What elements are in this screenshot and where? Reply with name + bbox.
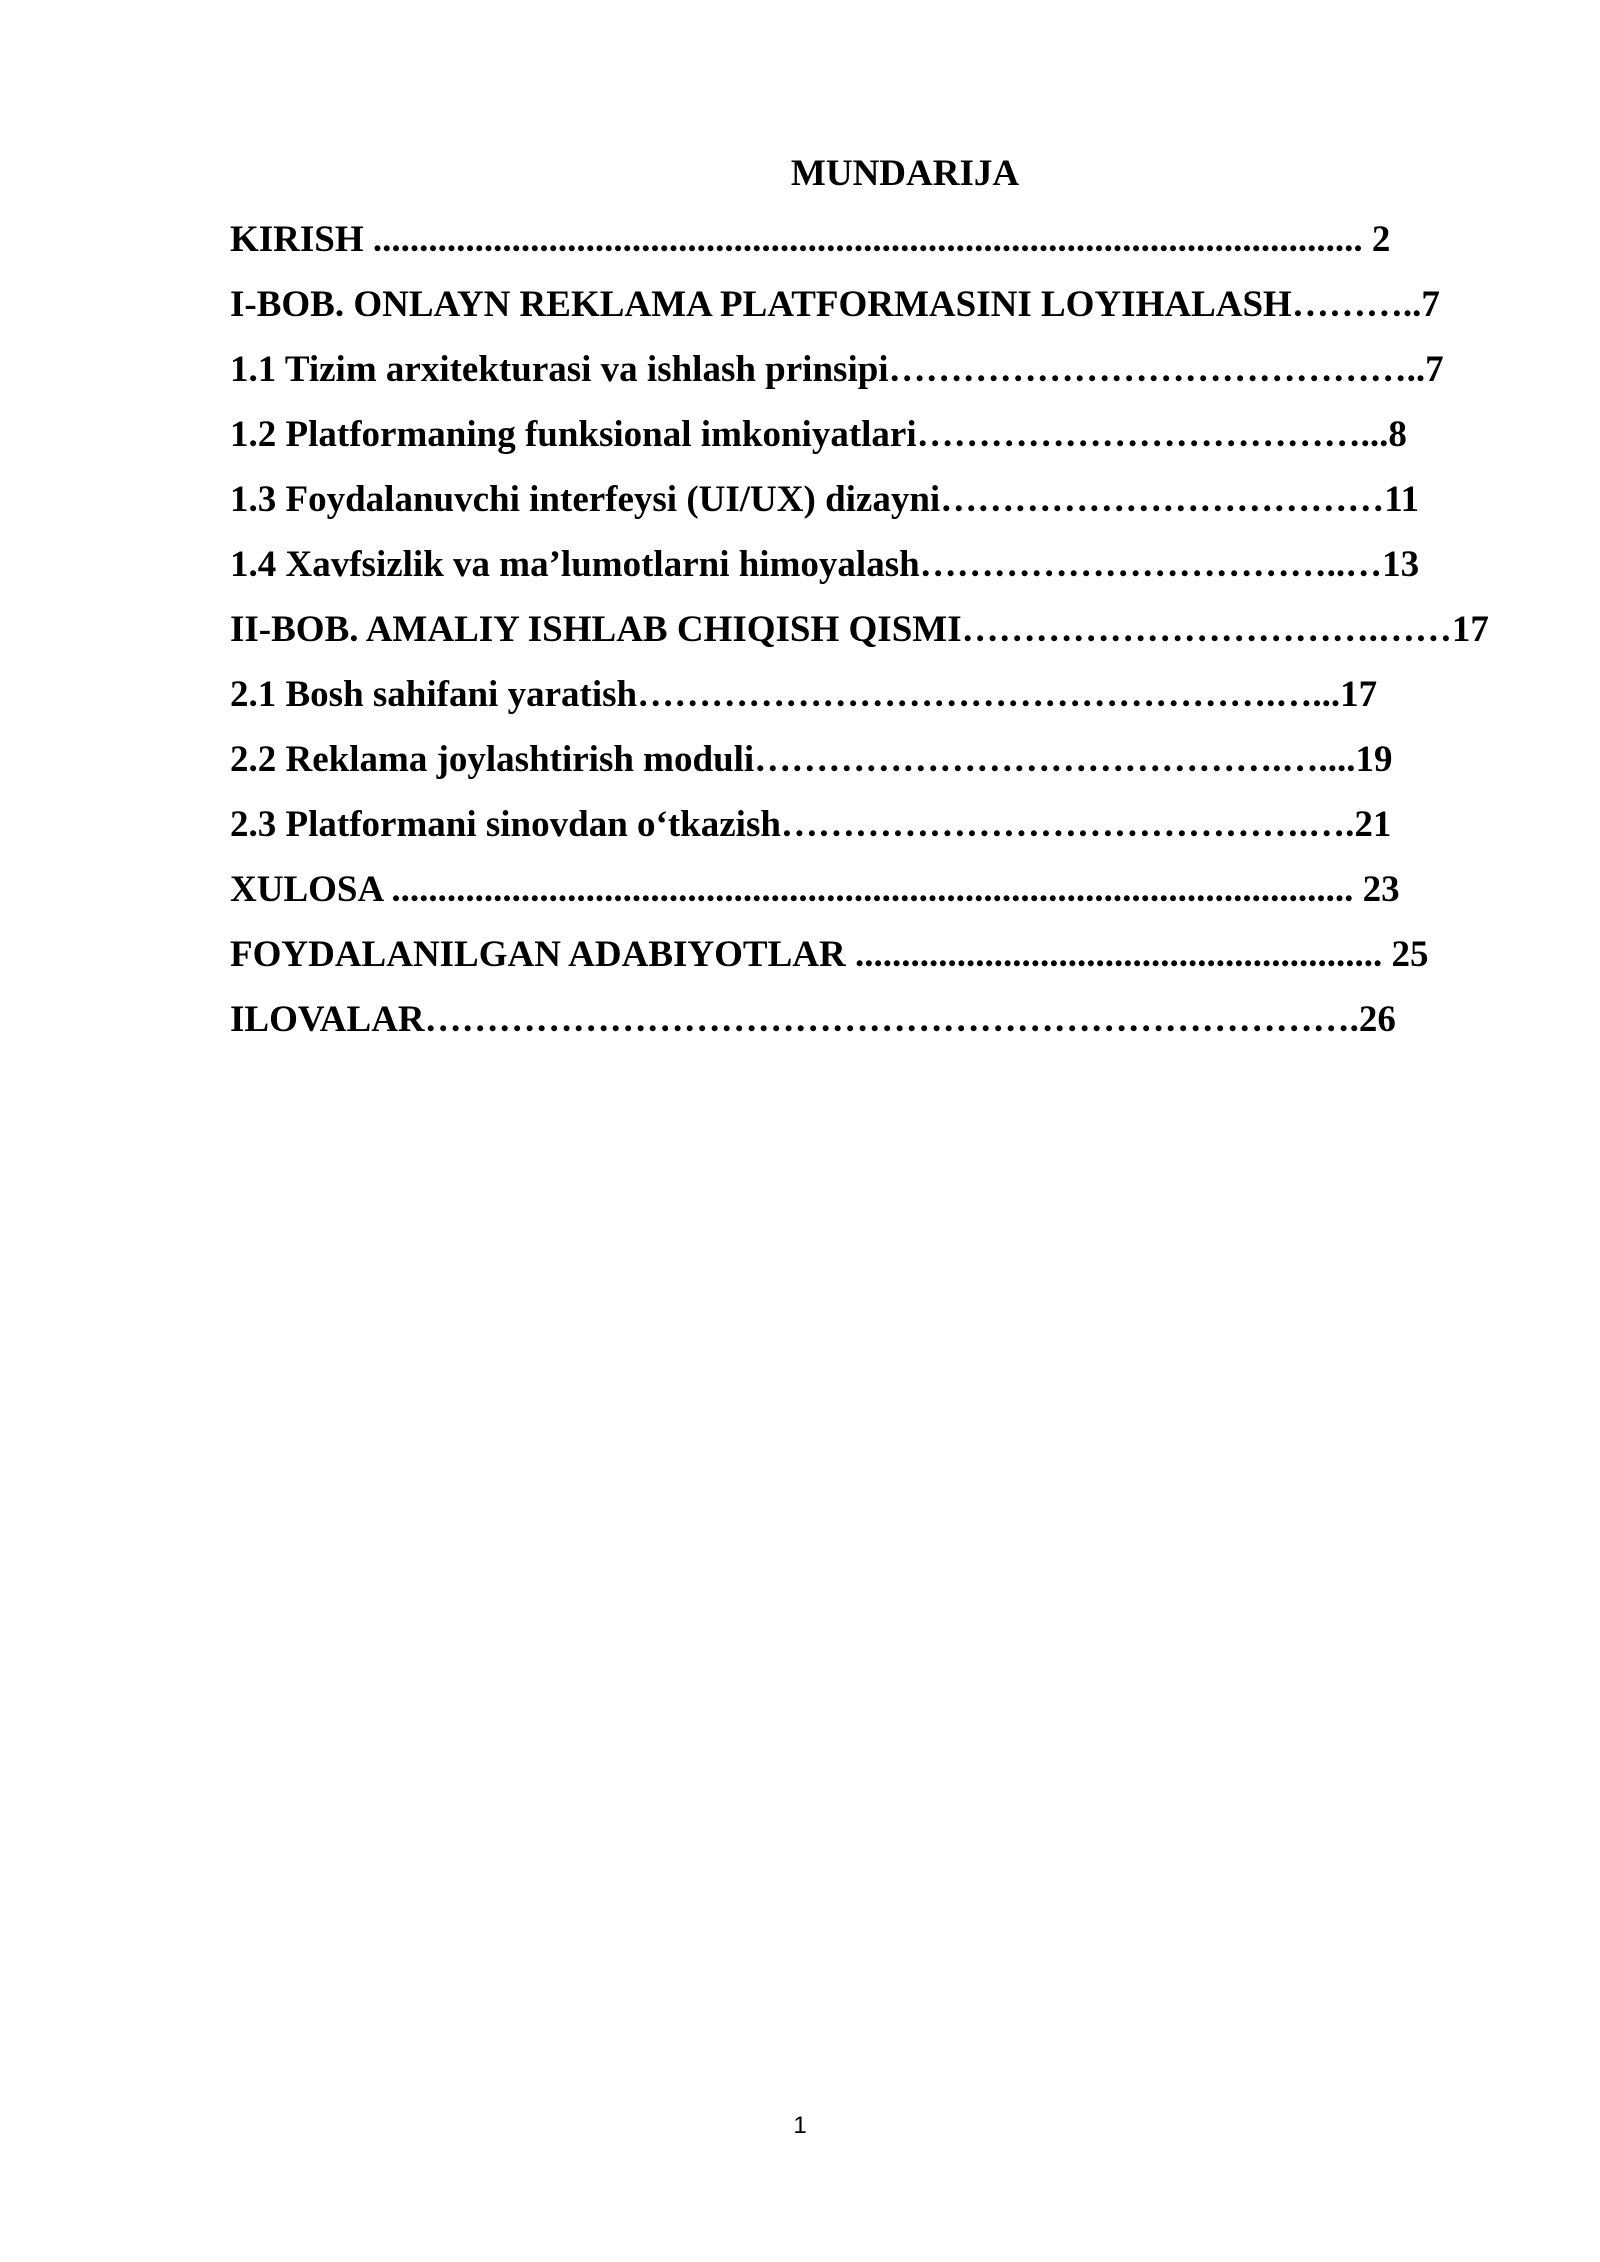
toc-entry-section-2-2: 2.2 Reklama joylashtirish moduli…………………………………….…....19 xyxy=(230,739,1393,780)
toc-entry-kirish: KIRISH ........................................................................................................... 2 xyxy=(230,219,1391,260)
toc-entry-section-2-3: 2.3 Platformani sinovdan o‘tkazish…………………………………….….21 xyxy=(230,804,1392,845)
toc-entry-ilovalar: ILOVALAR………………………………………………………………….26 xyxy=(230,999,1396,1040)
toc-entry-chapter-1: I-BOB. ONLAYN REKLAMA PLATFORMASINI LOYIHALASH………..7 xyxy=(230,284,1440,325)
toc-entry-section-1-2: 1.2 Platformaning funksional imkoniyatlari………………………………...8 xyxy=(230,414,1407,455)
table-of-contents xyxy=(230,216,1530,1061)
page-number: 1 xyxy=(793,2112,807,2139)
toc-entry-section-1-4: 1.4 Xavfsizlik va ma’lumotlarni himoyalash……………………………..…13 xyxy=(230,544,1420,585)
toc-entry-section-2-1: 2.1 Bosh sahifani yaratish…………………………………………….…...17 xyxy=(230,674,1378,715)
toc-entry-section-1-1: 1.1 Tizim arxitekturasi va ishlash prinsipi……………………………………..7 xyxy=(230,349,1444,390)
toc-entry-xulosa: XULOSA ........................................................................................................ 23 xyxy=(230,869,1400,910)
toc-title: MUNDARIJA xyxy=(790,153,1020,194)
toc-entry-section-1-3: 1.3 Foydalanuvchi interfeysi (UI/UX) dizayni………………………………11 xyxy=(230,479,1420,520)
toc-entry-adabiyotlar: FOYDALANILGAN ADABIYOTLAR ......................................................... 25 xyxy=(230,934,1429,975)
toc-entry-chapter-2: II-BOB. AMALIY ISHLAB CHIQISH QISMI…………………………….……17 xyxy=(230,609,1489,650)
